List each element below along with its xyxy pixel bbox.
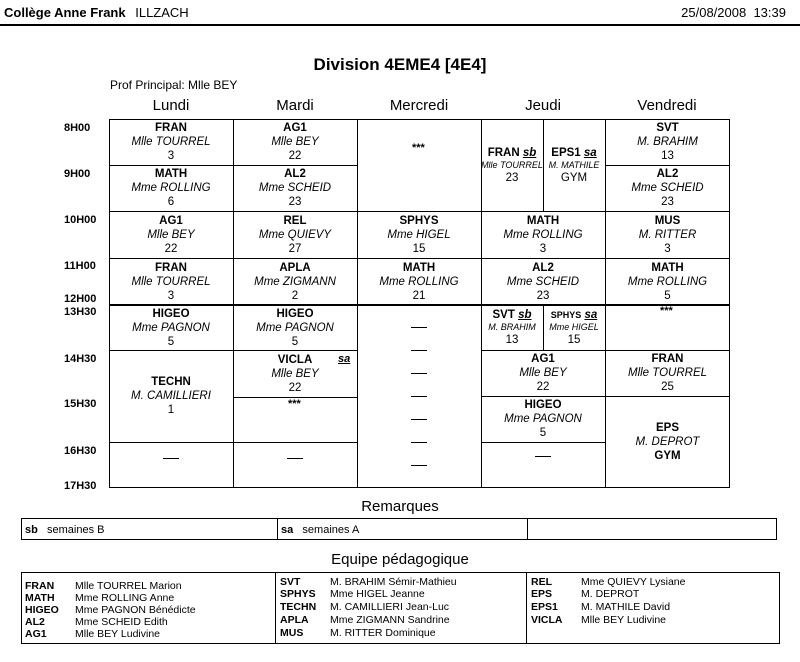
rem-divider <box>527 519 528 539</box>
lesson-teacher: Mlle TOURREL <box>131 275 211 288</box>
team-name: M. RITTER Dominique <box>330 627 436 639</box>
team-code: SPHYS <box>280 588 316 600</box>
lesson-subject: AG1 <box>283 122 307 134</box>
lesson-room: 23 <box>288 196 302 208</box>
team-code: HIGEO <box>25 604 59 616</box>
lesson-room: 25 <box>661 381 674 393</box>
header-rule <box>0 24 800 26</box>
lesson-room: 23 <box>661 196 674 208</box>
lesson-room: 3 <box>664 242 671 255</box>
lesson-teacher: Mlle TOURREL <box>481 159 543 170</box>
lesson-teacher: Mme HIGEL <box>387 228 451 241</box>
prof-principal: Prof Principal: Mlle BEY <box>110 78 238 92</box>
hour-label: 8H00 <box>64 122 91 134</box>
team-member <box>280 588 425 601</box>
lesson-cell[interactable] <box>543 305 605 350</box>
lesson-room: 15 <box>412 242 426 255</box>
remark-item <box>281 524 359 536</box>
lesson-subject: SVT <box>492 309 515 321</box>
lesson-room: 3 <box>539 242 547 255</box>
lesson-cell[interactable] <box>481 305 543 350</box>
lesson-subject: TECHN <box>151 376 191 388</box>
lesson-teacher: Mlle BEY <box>271 367 319 380</box>
lesson-room: GYM <box>654 450 681 462</box>
lesson-room: 22 <box>288 381 302 394</box>
team-member <box>531 614 666 627</box>
lesson-cell[interactable] <box>109 258 233 305</box>
empty-slot-dash <box>411 419 427 420</box>
remarques-title: Remarques <box>361 498 439 515</box>
lesson-subject: FRAN <box>155 122 187 134</box>
lesson-cell[interactable] <box>605 165 730 211</box>
lesson-cell[interactable] <box>357 211 481 258</box>
empty-slot-stars: *** <box>660 305 673 317</box>
empty-slot-dash <box>411 465 427 466</box>
team-name: Mme ZIGMANN Sandrine <box>330 614 450 626</box>
row-line <box>109 442 357 443</box>
lesson-cell[interactable] <box>605 211 730 258</box>
day-header-jeudi: Jeudi <box>525 97 561 114</box>
lesson-cell[interactable] <box>605 119 730 165</box>
day-header-mardi: Mardi <box>276 97 314 114</box>
lesson-cell[interactable] <box>357 258 481 305</box>
team-code: AL2 <box>25 616 45 628</box>
empty-slot-dash <box>411 396 427 397</box>
print-datetime <box>681 5 786 20</box>
team-code: APLA <box>280 614 309 626</box>
lesson-teacher: M. CAMILLIERI <box>131 390 211 402</box>
lesson-room: 13 <box>661 150 674 162</box>
print-date: 25/08/2008 <box>681 5 747 20</box>
empty-slot-dash <box>163 458 179 459</box>
lesson-subject: MATH <box>154 168 188 180</box>
lesson-teacher: Mlle TOURREL <box>627 367 708 379</box>
team-member <box>531 601 670 614</box>
lesson-subject: AL2 <box>284 168 306 180</box>
team-code: EPS <box>531 588 553 600</box>
lesson-teacher: Mlle BEY <box>147 228 195 241</box>
team-member <box>280 614 450 627</box>
lesson-subject: FRAN <box>651 353 684 365</box>
lesson-subject: MATH <box>526 214 560 227</box>
empty-slot-dash <box>411 350 427 351</box>
lesson-room: 15 <box>567 334 581 346</box>
lesson-room: GYM <box>560 171 588 184</box>
week-badge: sb <box>518 309 532 321</box>
team-name: Mme ROLLING Anne <box>75 592 175 604</box>
lesson-subject: MATH <box>402 261 436 274</box>
day-header-lundi: Lundi <box>152 97 190 114</box>
team-code: VICLA <box>531 614 563 626</box>
lesson-teacher: Mme ROLLING <box>131 182 211 194</box>
lesson-subject: AG1 <box>159 214 183 227</box>
lesson-subject: REL <box>283 214 307 227</box>
week-badge: sa <box>583 146 597 159</box>
team-name: M. MATHILE David <box>581 601 671 613</box>
lesson-subject: MATH <box>651 261 684 274</box>
lesson-room: 13 <box>505 334 519 346</box>
day-header-vendredi: Vendredi <box>637 97 697 114</box>
lesson-cell[interactable] <box>233 211 357 258</box>
lesson-cell[interactable] <box>233 258 357 305</box>
page-title: Division 4EME4 [4E4] <box>313 55 487 74</box>
lesson-subject: HIGEO <box>276 307 314 320</box>
school-name: Collège Anne Frank <box>4 5 126 20</box>
remark-code: sa <box>281 524 294 536</box>
school-city: ILLZACH <box>135 5 189 20</box>
lesson-subject: HIGEO <box>524 399 562 411</box>
team-member <box>531 576 685 589</box>
lesson-subject: AL2 <box>532 261 554 274</box>
lesson-teacher: Mme HIGEL <box>549 322 599 332</box>
lesson-teacher: Mme PAGNON <box>504 413 582 425</box>
lesson-room: 22 <box>164 242 178 255</box>
team-name: M. BRAHIM Sémir-Mathieu <box>330 576 457 588</box>
lesson-teacher: Mlle BEY <box>519 367 567 379</box>
remark-item <box>25 524 105 536</box>
hour-label: 10H00 <box>64 214 97 226</box>
lesson-subject: FRAN <box>487 146 520 159</box>
hour-label: 16H30 <box>64 445 97 457</box>
week-badge: sa <box>584 309 598 321</box>
lesson-teacher: Mlle BEY <box>271 136 319 148</box>
empty-slot-dash <box>411 442 427 443</box>
lesson-cell[interactable] <box>233 305 357 350</box>
lesson-teacher: M. MATHILE <box>548 159 600 170</box>
lesson-subject: HIGEO <box>152 307 190 320</box>
lesson-subject: EPS <box>655 422 679 434</box>
remark-code: sb <box>25 524 38 536</box>
lesson-subject: VICLA <box>277 353 313 366</box>
lesson-cell[interactable] <box>233 119 357 165</box>
lesson-subject: SPHYS <box>550 310 582 320</box>
team-name: M. DEPROT <box>581 588 640 600</box>
lesson-room: 2 <box>291 289 299 302</box>
lesson-cell[interactable] <box>481 350 605 396</box>
lesson-room: 5 <box>664 289 671 302</box>
print-time: 13:39 <box>753 5 786 20</box>
empty-slot-stars: *** <box>288 398 301 410</box>
remark-label: semaines A <box>302 524 360 536</box>
week-badge: sb <box>522 146 537 159</box>
lesson-room: 3 <box>167 150 175 162</box>
lesson-room: 23 <box>536 289 550 302</box>
hour-label: 9H00 <box>64 168 91 180</box>
lesson-teacher: Mme PAGNON <box>132 321 210 334</box>
empty-slot-dash <box>411 373 427 374</box>
team-name: Mme HIGEL Jeanne <box>330 588 425 600</box>
lesson-teacher: M. RITTER <box>638 228 697 241</box>
team-member <box>25 628 160 641</box>
lesson-room: 3 <box>167 289 175 302</box>
lesson-subject: MUS <box>654 214 681 227</box>
team-name: Mlle BEY Ludivine <box>581 614 667 626</box>
lesson-subject: FRAN <box>155 261 187 274</box>
team-code: FRAN <box>25 580 55 592</box>
hour-label: 12H00 <box>64 293 97 305</box>
team-name: Mlle BEY Ludivine <box>75 628 161 640</box>
empty-slot-dash <box>411 327 427 328</box>
rem-divider <box>277 519 278 539</box>
lesson-cell[interactable] <box>233 165 357 211</box>
empty-slot-dash <box>287 458 303 459</box>
team-code: MUS <box>280 627 304 639</box>
remark-label: semaines B <box>47 524 105 536</box>
lesson-room: 27 <box>288 242 302 255</box>
hour-label: 14H30 <box>64 353 97 365</box>
row-line <box>481 442 605 443</box>
lesson-cell[interactable] <box>109 350 233 442</box>
team-member <box>531 588 639 601</box>
team-code: TECHN <box>280 601 317 613</box>
lesson-teacher: Mlle TOURREL <box>131 136 211 148</box>
eq-divider <box>275 573 276 643</box>
team-code: REL <box>531 576 552 588</box>
hour-label: 17H30 <box>64 480 97 492</box>
team-code: EPS1 <box>531 601 558 613</box>
team-name: Mlle TOURREL Marion <box>75 580 182 592</box>
lesson-room: 22 <box>536 381 550 393</box>
team-code: SVT <box>280 576 301 588</box>
lesson-room: 21 <box>412 289 426 302</box>
lesson-cell[interactable] <box>109 211 233 258</box>
lesson-teacher: M. DEPROT <box>635 436 700 448</box>
equipe-title: Equipe pédagogique <box>331 551 469 568</box>
week-badge: sa <box>338 353 351 365</box>
lesson-teacher: Mme PAGNON <box>256 321 334 334</box>
team-member <box>25 580 182 593</box>
lesson-subject: AL2 <box>656 168 679 180</box>
lesson-teacher: Mme SCHEID <box>506 275 580 288</box>
lesson-cell[interactable] <box>605 350 730 396</box>
lesson-room: 5 <box>539 427 547 439</box>
lesson-cell[interactable] <box>481 258 605 305</box>
team-member <box>280 601 449 614</box>
team-member <box>25 604 196 617</box>
lesson-teacher: Mme ZIGMANN <box>254 275 336 288</box>
team-code: MATH <box>25 592 55 604</box>
lesson-teacher: M. BRAHIM <box>637 136 698 148</box>
team-name: Mme SCHEID Edith <box>75 616 168 628</box>
lesson-cell[interactable] <box>481 211 605 258</box>
lesson-teacher: Mme SCHEID <box>631 182 704 194</box>
lesson-cell[interactable] <box>543 119 605 211</box>
equipe-box <box>21 572 780 644</box>
lesson-teacher: Mme SCHEID <box>258 182 332 194</box>
lesson-teacher: M. BRAHIM <box>488 322 536 332</box>
lesson-subject: SPHYS <box>399 214 439 227</box>
lesson-teacher: Mme ROLLING <box>503 228 583 241</box>
empty-slot-dash <box>535 456 551 457</box>
lesson-subject: AG1 <box>531 353 555 365</box>
lesson-room: 5 <box>167 335 175 348</box>
eq-divider <box>526 573 527 643</box>
team-name: Mme QUIEVY Lysiane <box>581 576 686 588</box>
lesson-cell[interactable] <box>109 119 233 165</box>
team-member <box>25 592 174 605</box>
lesson-room: 22 <box>288 150 302 162</box>
lesson-cell[interactable] <box>109 165 233 211</box>
team-code: AG1 <box>25 628 47 640</box>
lesson-room: 6 <box>167 196 175 208</box>
team-name: Mme PAGNON Bénédicte <box>75 604 196 616</box>
hour-label: 13H30 <box>64 306 97 318</box>
lesson-room: 23 <box>505 171 519 184</box>
lesson-room: 1 <box>167 404 175 416</box>
team-member <box>25 616 168 629</box>
remarques-box <box>21 518 777 540</box>
lesson-cell[interactable] <box>109 305 233 350</box>
lesson-cell[interactable] <box>481 119 543 211</box>
team-name: M. CAMILLIERI Jean-Luc <box>330 601 450 613</box>
team-member <box>280 627 436 640</box>
lesson-subject: EPS1 <box>551 146 581 159</box>
lesson-cell[interactable] <box>605 396 730 488</box>
lesson-subject: SVT <box>656 122 679 134</box>
lesson-subject: APLA <box>279 261 311 274</box>
day-header-mercredi: Mercredi <box>389 97 449 114</box>
hour-label: 15H30 <box>64 398 97 410</box>
lesson-cell[interactable] <box>605 258 730 305</box>
team-member <box>280 576 457 589</box>
lesson-teacher: Mme ROLLING <box>627 275 708 288</box>
empty-slot-stars: *** <box>412 142 425 154</box>
school-header <box>4 5 189 20</box>
lesson-teacher: Mme QUIEVY <box>258 228 332 241</box>
hour-label: 11H00 <box>64 260 96 272</box>
lesson-room: 5 <box>291 335 299 348</box>
lesson-teacher: Mme ROLLING <box>379 275 459 288</box>
lesson-cell[interactable] <box>481 396 605 442</box>
